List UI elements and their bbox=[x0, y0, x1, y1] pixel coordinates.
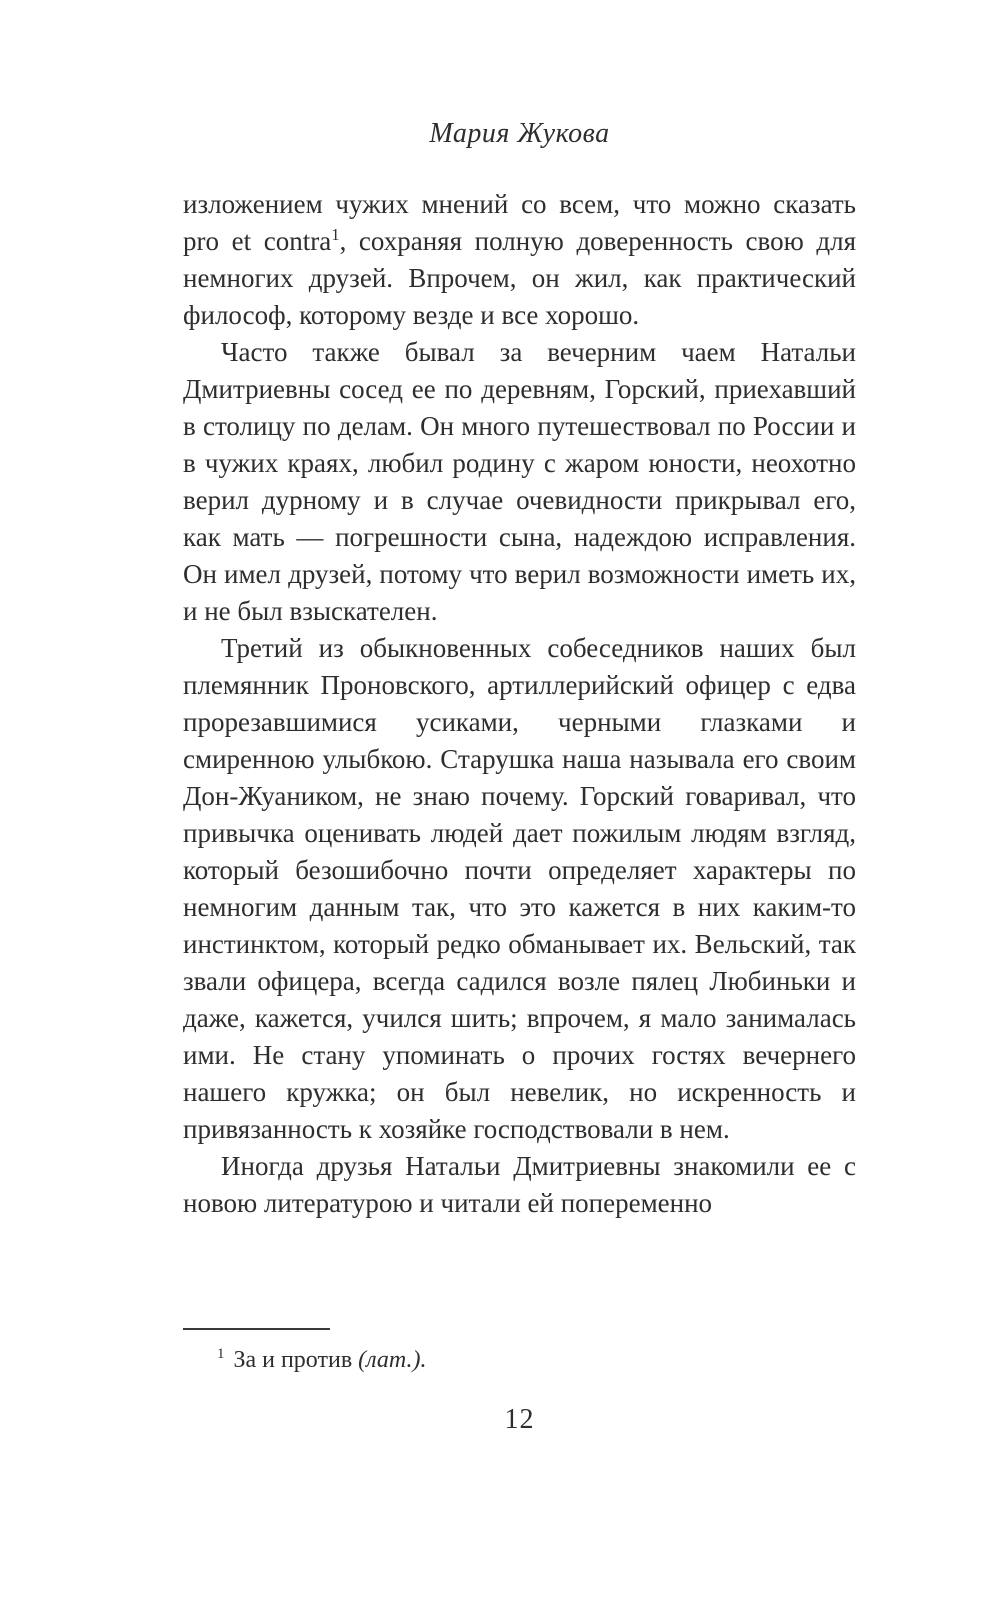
paragraph-text-before-ref: изложением чужих мнений со всем, что можно сказать pro et contra bbox=[183, 189, 856, 256]
paragraph: Иногда друзья Натальи Дмитриевны знакомили ее с новою литературою и читали ей попеременно bbox=[183, 1151, 856, 1218]
footnote-reference-superscript: 1 bbox=[331, 225, 340, 244]
footnote-language-note: (лат.). bbox=[358, 1347, 427, 1373]
footnote-text: За и против bbox=[233, 1347, 359, 1373]
footnote-marker: 1 bbox=[217, 1346, 225, 1362]
footnote bbox=[183, 1344, 856, 1376]
paragraph: Часто также бывал за вечерним чаем Натальи Дмитриевны сосед ее по деревням, Горский, приехавший в столицу по делам. Он много путешествовал по России и в чужих краях, любил родину с жаром юности, неохотно верил дурному и в случае очевидности прикрывал его, как мать — погрешности сына, надеждою исправления. Он имел друзей, потому что верил возможности иметь их, и не был взыскателен. bbox=[183, 337, 856, 626]
paragraph-text-after-ref: , сохраняя полную доверенность свою для немногих друзей. Впрочем, он жил, как практический философ, которому везде и все хорошо. bbox=[183, 226, 856, 330]
paragraph: Третий из обыкновенных собеседников наших был племянник Проновского, артиллерийский офицер с едва прорезавшимися усиками, черными глазками и смиренною улыбкою. Старушка наша называла его своим Дон-Жуаником, не знаю почему. Горский говаривал, что привычка оценивать людей дает пожилым людям взгляд, который безошибочно почти определяет характеры по немногим данным так, что это кажется в них каким-то инстинктом, который редко обманывает их. Вельский, так звали офицера, всегда садился возле пялец Любиньки и даже, кажется, учился шить; впрочем, я мало занималась ими. Не стану упоминать о прочих гостях вечернего нашего кружка; он был невелик, но искренность и привязанность к хозяйке господствовали в нем. bbox=[183, 633, 856, 1144]
paragraph-continuation bbox=[183, 186, 856, 334]
text-column bbox=[183, 186, 856, 1222]
page-number: 12 bbox=[504, 1404, 535, 1435]
running-header: Мария Жукова bbox=[429, 118, 610, 149]
footnote-rule bbox=[183, 1328, 330, 1330]
